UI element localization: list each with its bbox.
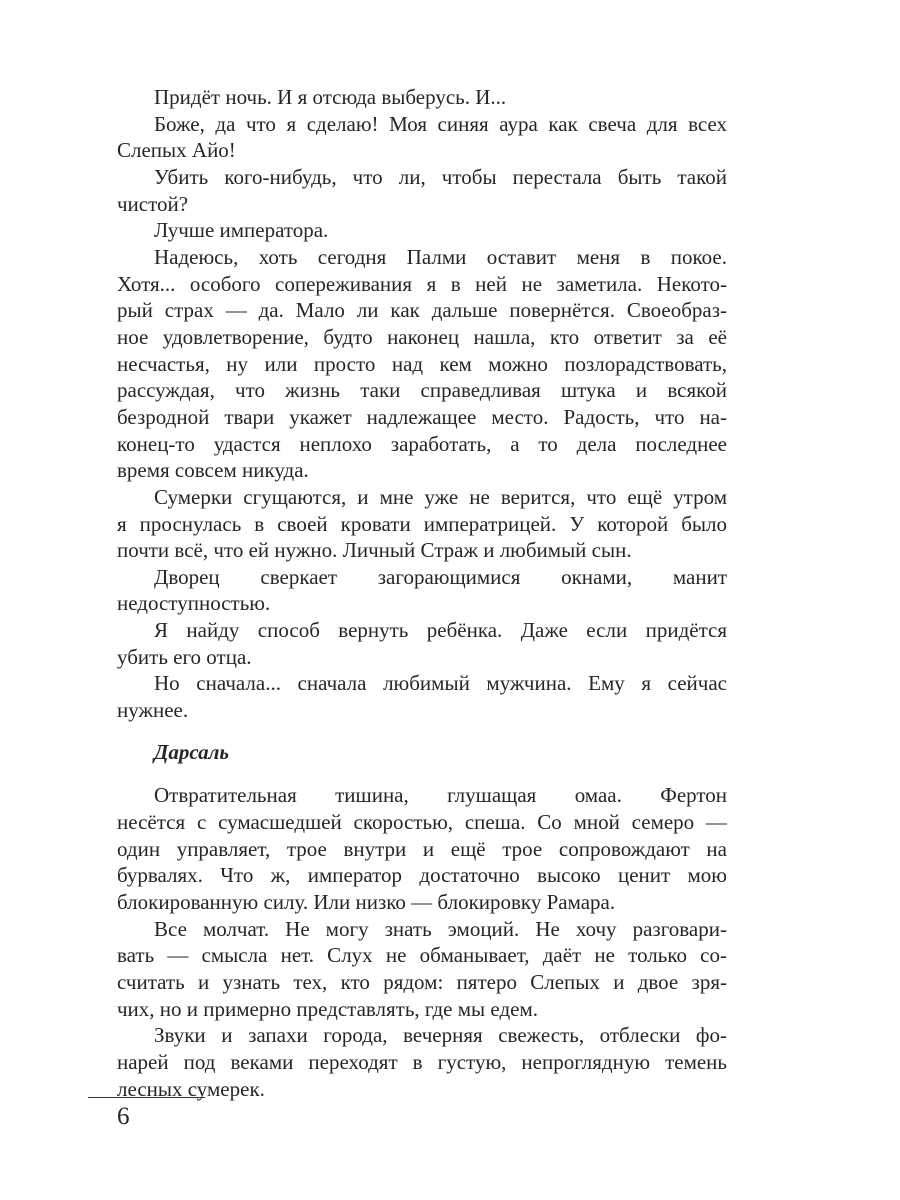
- paragraph: [117, 916, 727, 1023]
- text-line: вать — смысла нет. Слух не обманывает, даёт не только со-: [117, 943, 727, 968]
- paragraph: [117, 217, 727, 244]
- paragraph: [117, 111, 727, 164]
- text-line: рассуждая, что жизнь таки справедливая штука и всякой: [117, 378, 727, 403]
- text-line: Дворец сверкает загорающимися окнами, манит: [154, 564, 727, 589]
- text-line: конец-то удастся неплохо заработать, а то дела последнее: [117, 431, 727, 456]
- text-line: Но сначала... сначала любимый мужчина. Ему я сейчас: [154, 671, 727, 696]
- text-line: один управляет, трое внутри и ещё трое сопровождают на: [117, 836, 727, 861]
- paragraph: [117, 244, 727, 484]
- paragraph: [117, 670, 727, 723]
- text-line: время совсем никуда.: [117, 458, 309, 483]
- text-line: Все молчат. Не могу знать эмоций. Не хочу разговари-: [154, 916, 727, 941]
- text-line: Надеюсь, хоть сегодня Палми оставит меня в покое.: [154, 244, 727, 269]
- text-line: нарей под веками переходят в густую, непроглядную темень: [117, 1049, 727, 1074]
- text-line: Звуки и запахи города, вечерняя свежесть, отблески фо-: [154, 1023, 727, 1048]
- text-line: Отвратительная тишина, глушащая омаа. Фертон: [154, 783, 727, 808]
- page-number: 6: [117, 1103, 130, 1130]
- text-line: несётся с сумасшедшей скоростью, спеша. Со мной семеро —: [117, 810, 727, 835]
- paragraph: [117, 84, 727, 111]
- text-line: безродной твари укажет надлежащее место. Радость, что на-: [117, 404, 727, 429]
- section-heading: Дарсаль: [154, 739, 229, 764]
- footnote-divider: [88, 1097, 205, 1098]
- paragraph: [117, 564, 727, 617]
- text-line: я проснулась в своей кровати императрицей. У которой было: [117, 511, 727, 536]
- text-line: чих, но и примерно представлять, где мы едем.: [117, 996, 538, 1021]
- text-line: считать и узнать тех, кто рядом: пятеро Слепых и двое зря-: [117, 970, 727, 994]
- text-line: недоступностью.: [117, 591, 271, 616]
- text-line: убить его отца.: [117, 644, 252, 669]
- text-line: нужнее.: [117, 698, 189, 723]
- text-line: несчастья, ну или просто над кем можно позлорадствовать,: [117, 351, 727, 376]
- text-line: Придёт ночь. И я отсюда выберусь. И...: [154, 85, 507, 109]
- text-line: Сумерки сгущаются, и мне уже не верится, что ещё утром: [154, 484, 727, 509]
- paragraph: [117, 164, 727, 217]
- text-line: бурвалях. Что ж, император достаточно высоко ценит мою: [117, 863, 727, 888]
- text-line: рый страх — да. Мало ли как дальше повернётся. Своеобраз-: [117, 298, 727, 323]
- paragraph: [117, 782, 727, 915]
- paragraph: [117, 484, 727, 564]
- text-line: Хотя... особого сопереживания я в ней не заметила. Некото-: [117, 271, 727, 296]
- text-line: лесных сумерек.: [117, 1076, 265, 1101]
- text-line: Я найду способ вернуть ребёнка. Даже если придётся: [154, 618, 727, 643]
- paragraph: [117, 1022, 727, 1102]
- text-line: Боже, да что я сделаю! Моя синяя аура как свеча для всех: [154, 111, 727, 136]
- text-line: Слепых Айо!: [117, 138, 236, 163]
- text-line: ное удовлетворение, будто наконец нашла, кто ответит за её: [117, 324, 727, 349]
- text-line: Лучше императора.: [154, 218, 329, 243]
- text-line: чистой?: [117, 191, 189, 216]
- page-body: [117, 84, 727, 1102]
- text-line: блокированную силу. Или низко — блокировку Рамара.: [117, 890, 616, 915]
- text-line: почти всё, что ей нужно. Личный Страж и любимый сын.: [117, 538, 632, 563]
- text-line: Убить кого-нибудь, что ли, чтобы перестала быть такой: [154, 164, 727, 189]
- paragraph: [117, 617, 727, 670]
